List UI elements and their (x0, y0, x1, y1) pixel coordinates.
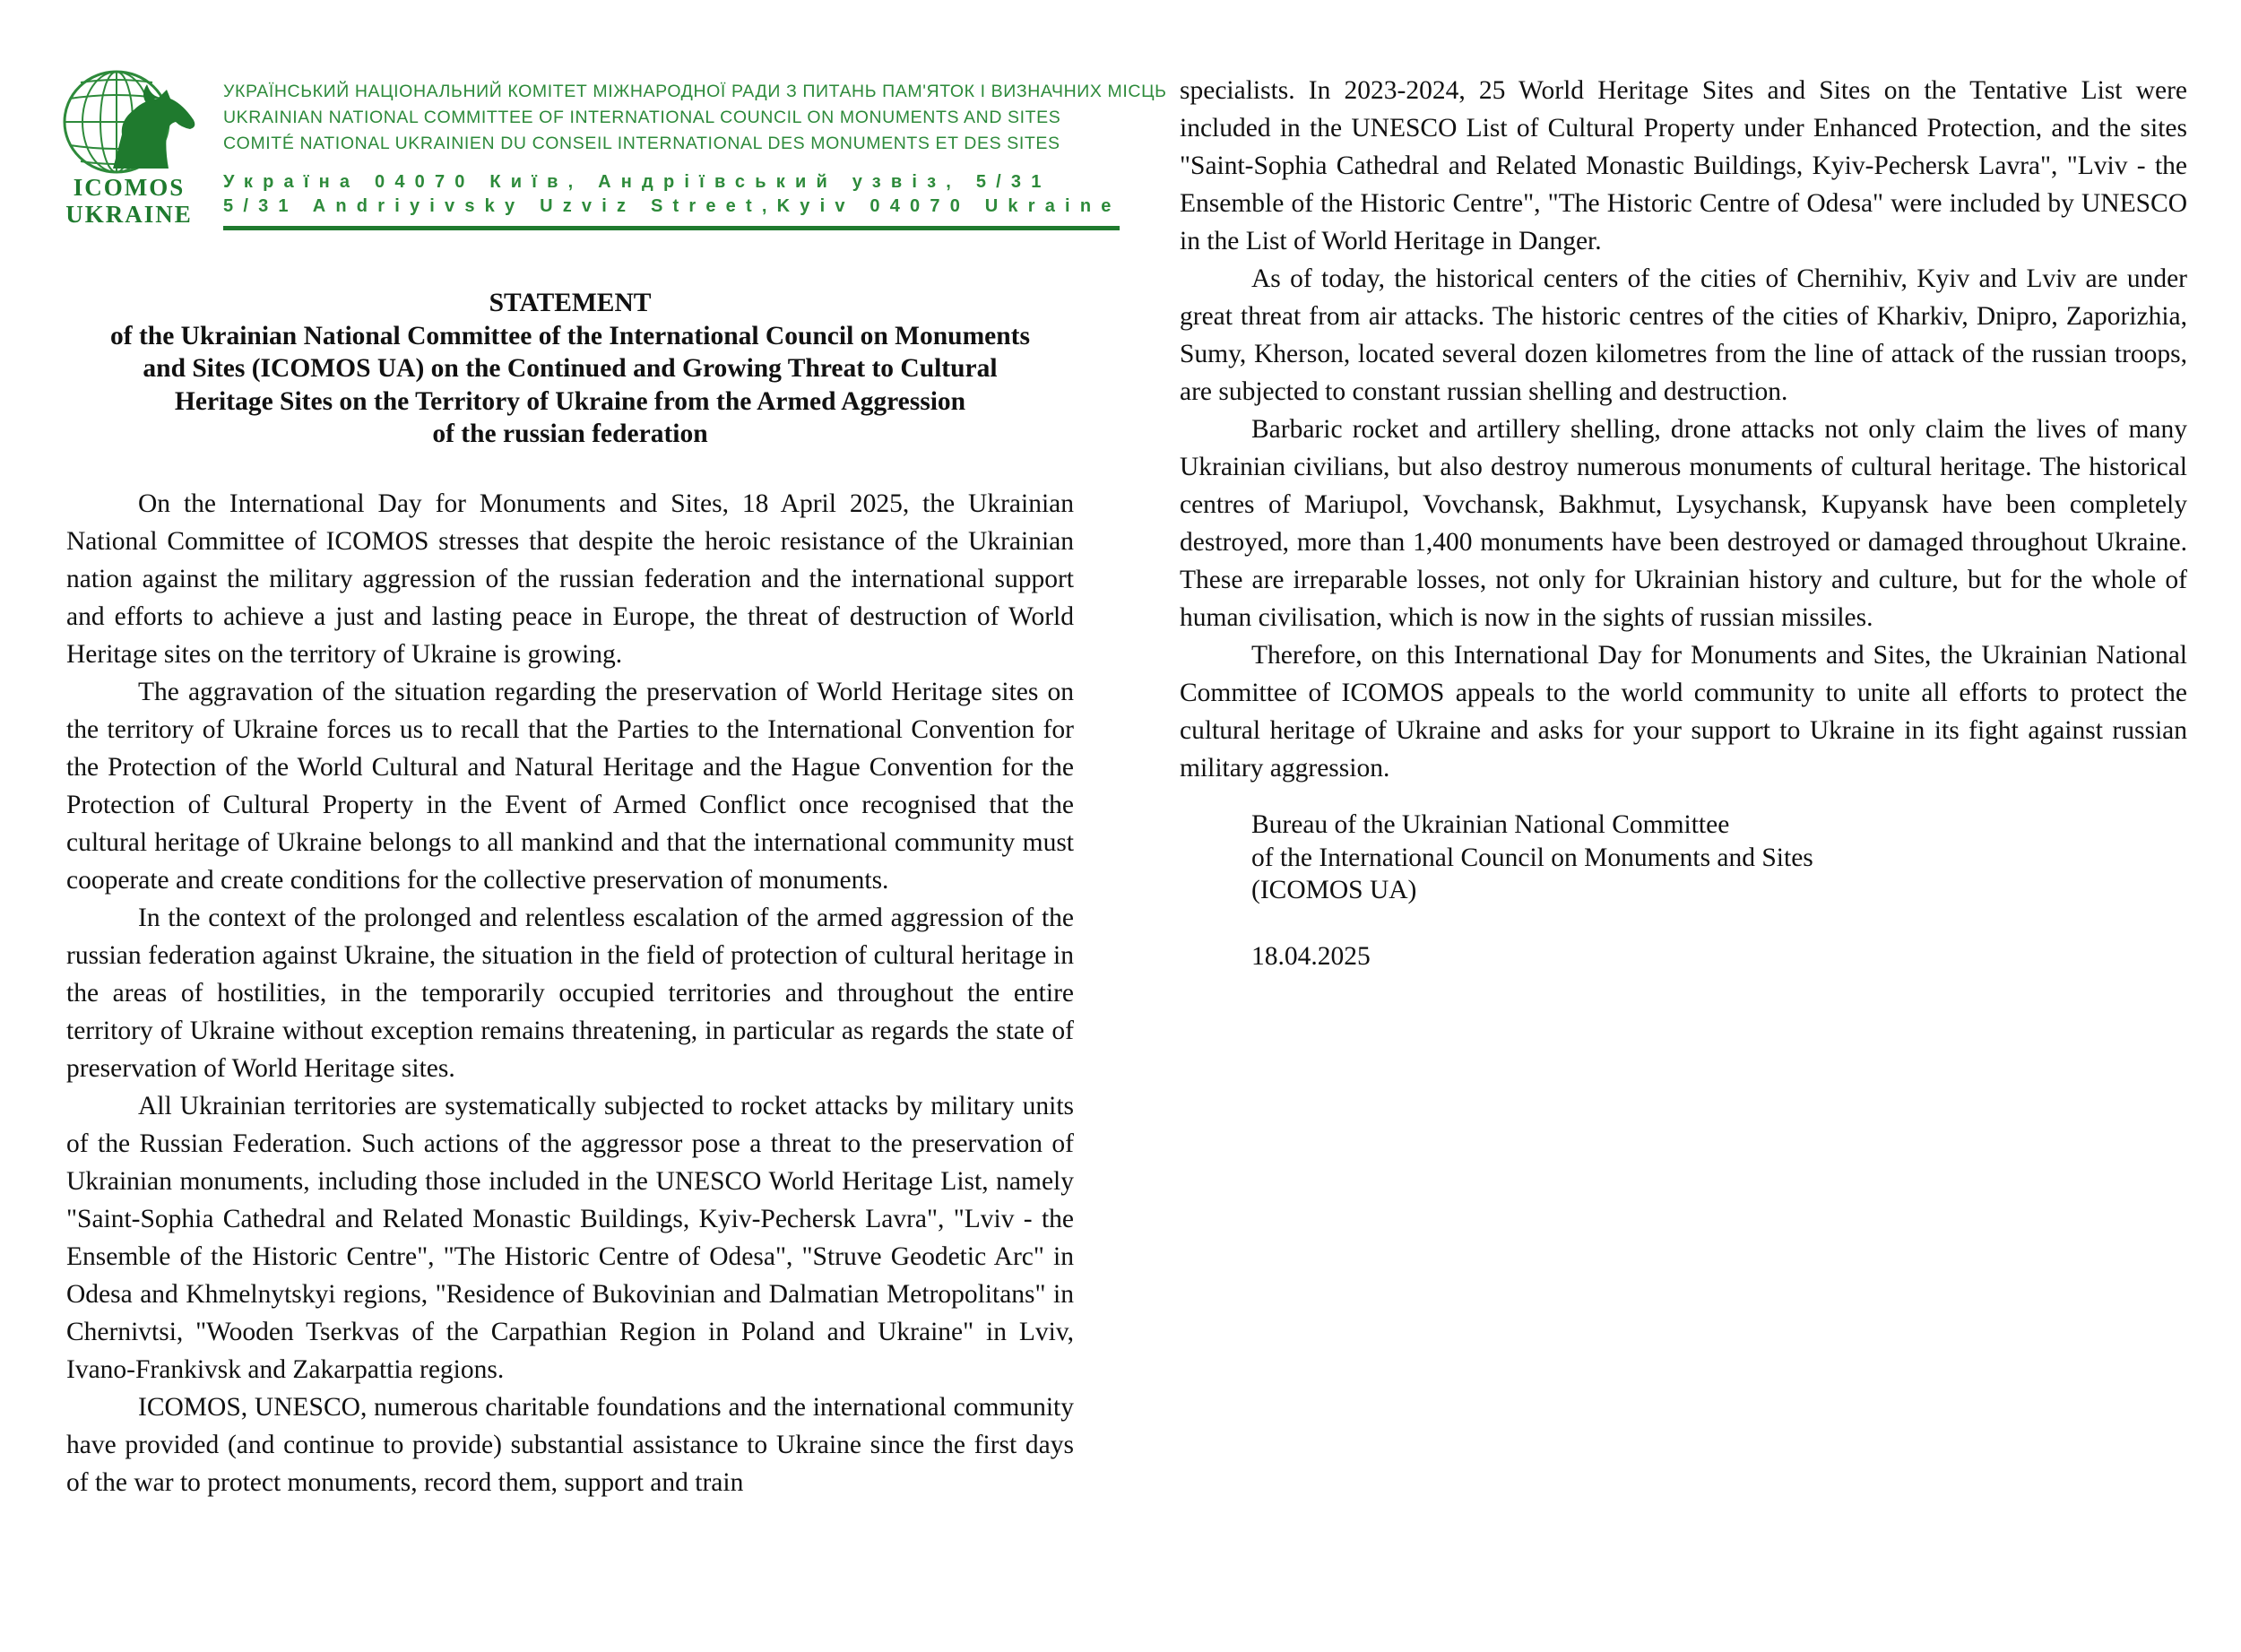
header-divider (223, 226, 1120, 230)
body-paragraph: The aggravation of the situation regarding the preservation of World Heritage sites on the territory of Ukraine forces us to recall that the Parties to the International Convention for the Protection of the World Cultural and Natural Heritage and the Hague Convention for the Protection of Cultural Property in the Event of Armed Conflict once recognised that the cultural heritage of Ukraine belongs to all mankind and that the international community must cooperate and create conditions for the collective preservation of monuments. (66, 677, 1074, 895)
body-paragraph: All Ukrainian territories are systematically subjected to rocket attacks by military units of the Russian Federation. Such actions of the aggressor pose a threat to the preservation of Ukrainian monuments, including those included in the UNESCO World Heritage List, namely "Saint-Sophia Cathedral and Related Monastic Buildings, Kyiv-Pechersk Lavra", "Lviv - the Ensemble of the Historic Centre", "The Historic Centre of Odesa", "Struve Geodetic Arc" in Odesa and Khmelnytskyi regions, "Residence of Bukovinian and Dalmatian Metropolitans" in Chernivtsi, "Wooden Tserkvas of the Carpathian Region in Poland and Ukraine" in Lviv, Ivano-Frankivsk and Zakarpattia regions. (66, 1091, 1074, 1384)
org-name-ukrainian: УКРАЇНСЬКИЙ НАЦІОНАЛЬНИЙ КОМІТЕТ МІЖНАРОДНОЇ РАДИ З ПИТАНЬ ПАМ'ЯТОК І ВИЗНАЧНИХ МІСЦЬ (223, 82, 1167, 101)
logo-text-ukraine: UKRAINE (65, 201, 193, 228)
globe-horse-icon (57, 68, 201, 176)
body-paragraph: As of today, the historical centers of the cities of Chernihiv, Kyiv and Lviv are under great threat from air attacks. The historic centres of the cities of Kharkiv, Dnipro, Zaporizhia, Sumy, Kherson, located several dozen kilometres from the line of attack of the russian troops, are subjected to constant russian shelling and destruction. (1180, 264, 2187, 406)
signature-block (1180, 809, 2187, 907)
org-name-french: COMITÉ NATIONAL UKRAINIEN DU CONSEIL INTERNATIONAL DES MONUMENTS ET DES SITES (223, 134, 1060, 153)
title-line: of the Ukrainian National Committee of the International Council on Monuments (110, 321, 1030, 350)
title-line: and Sites (ICOMOS UA) on the Continued and Growing Threat to Cultural (143, 354, 998, 383)
right-column (1180, 72, 2187, 975)
body-paragraph: ICOMOS, UNESCO, numerous charitable foundations and the international community have provided (and continue to provide) substantial assistance to Ukraine since the first days of the war to protect monuments, record them, support and train (66, 1392, 1074, 1497)
org-name-english: UKRAINIAN NATIONAL COMMITTEE OF INTERNATIONAL COUNCIL ON MONUMENTS AND SITES (223, 108, 1061, 127)
address-english: 5/31 Andriyivsky Uzviz Street,Kyiv 04070 Ukraine (223, 196, 1121, 216)
body-paragraph: Therefore, on this International Day for Monuments and Sites, the Ukrainian National Committee of ICOMOS appeals to the world community to unite all efforts to protect the cultural heritage of Ukraine and asks for your support to Ukraine in its fight against russian military aggression. (1180, 641, 2187, 783)
signature-line: (ICOMOS UA) (1251, 876, 1417, 904)
body-paragraph: On the International Day for Monuments and Sites, 18 April 2025, the Ukrainian National Committee of ICOMOS stresses that despite the heroic resistance of the Ukrainian nation against the military aggression of the russian federation and the international support and efforts to achieve a just and lasting peace in Europe, the threat of destruction of World Heritage sites on the territory of Ukraine is growing. (66, 489, 1074, 669)
address-ukrainian: Україна 04070 Київ, Андріївський узвіз, 5/31 (223, 172, 1051, 192)
body-paragraph-continued: specialists. In 2023-2024, 25 World Heritage Sites and Sites on the Tentative List were included in the UNESCO List of Cultural Property under Enhanced Protection, and the sites "Saint-Sophia Cathedral and Related Monastic Buildings, Kyiv-Pechersk Lavra", "Lviv - the Ensemble of the Historic Centre", "The Historic Centre of Odesa" were included by UNESCO in the List of World Heritage in Danger. (1180, 76, 2187, 255)
signature-line: of the International Council on Monuments and Sites (1251, 843, 1813, 872)
organization-names (223, 79, 1167, 157)
statement-date: 18.04.2025 (1251, 941, 1371, 971)
body-paragraph: Barbaric rocket and artillery shelling, drone attacks not only claim the lives of many Ukrainian civilians, but also destroy numerous monuments of cultural heritage. The historical centres of Mariupol, Vovchansk, Bakhmut, Lysychansk, Kupyansk have been completely destroyed, more than 1,400 monuments have been destroyed or damaged throughout Ukraine. These are irreparable losses, not only for Ukrainian history and culture, but for the whole of human civilisation, which is now in the sights of russian missiles. (1180, 415, 2187, 632)
title-line: STATEMENT (489, 289, 652, 317)
title-line: of the russian federation (432, 419, 708, 448)
statement-title (66, 287, 1074, 451)
title-line: Heritage Sites on the Territory of Ukraine from the Armed Aggression (174, 386, 966, 416)
signature-line: Bureau of the Ukrainian National Committee (1251, 810, 1730, 839)
logo-text-icomos: ICOMOS (73, 174, 186, 201)
letterhead (57, 68, 1167, 238)
left-column (66, 287, 1074, 1501)
body-paragraph: In the context of the prolonged and relentless escalation of the armed aggression of the russian federation against Ukraine, the situation in the field of protection of cultural heritage in the areas of hostilities, in the temporarily occupied territories and throughout the entire territory of Ukraine without exception remains threatening, in particular as regards the state of preservation of World Heritage sites. (66, 903, 1074, 1083)
address-block (223, 170, 1121, 219)
icomos-logo (57, 68, 201, 238)
